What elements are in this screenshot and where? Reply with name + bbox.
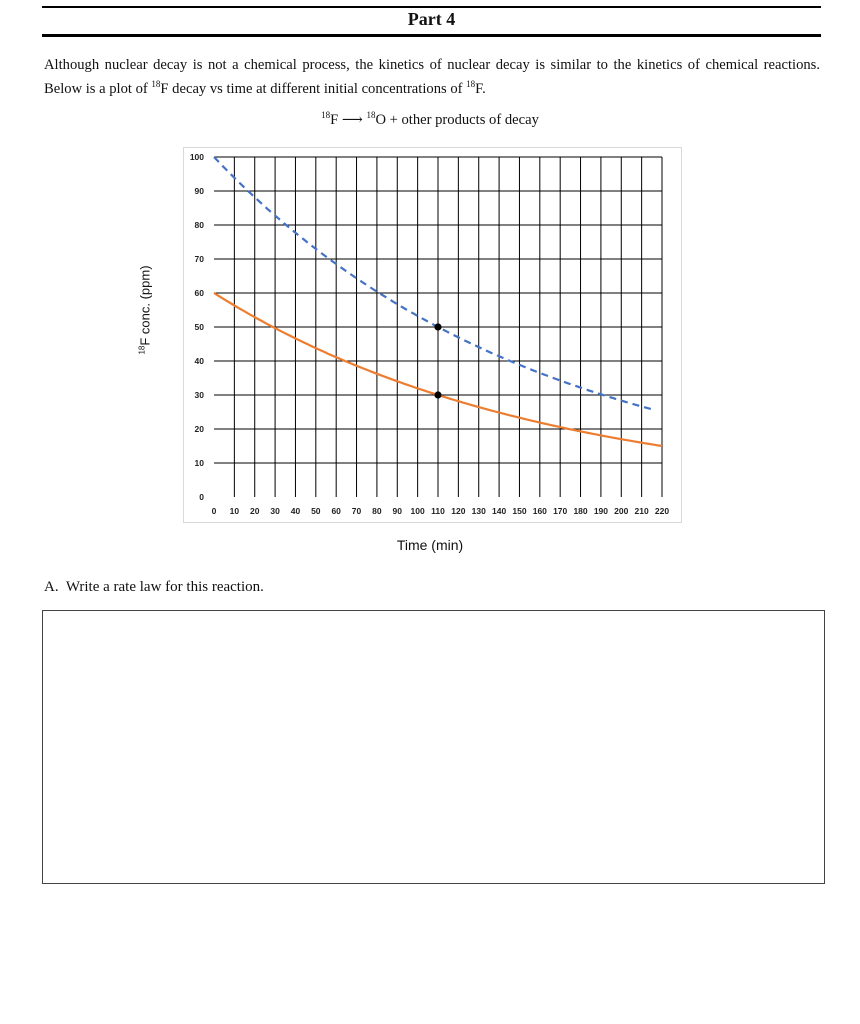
intro-text-continued: F decay vs time at different initial concentrations of (160, 80, 467, 97)
y-tick-label: 10 (194, 458, 204, 468)
x-tick-label: 100 (410, 506, 425, 516)
intro-isotope-mass: 18 (151, 79, 161, 89)
x-tick-label: 150 (512, 506, 527, 516)
x-tick-label: 70 (351, 506, 362, 516)
x-tick-label: 170 (553, 506, 568, 516)
y-tick-label: 100 (189, 152, 204, 162)
x-tick-label: 200 (614, 506, 629, 516)
x-tick-label: 0 (211, 506, 217, 516)
x-tick-label: 130 (471, 506, 486, 516)
x-tick-label: 10 (229, 506, 240, 516)
x-tick-label: 190 (593, 506, 609, 516)
top-rule (42, 6, 821, 8)
y-tick-label: 20 (194, 424, 204, 434)
y-tick-label: 50 (194, 322, 204, 332)
x-tick-label: 140 (491, 506, 507, 516)
x-tick-label: 120 (451, 506, 466, 516)
intro-isotope-mass-2: 18 (466, 79, 476, 89)
reactant: F (330, 111, 339, 128)
chart-frame (183, 147, 682, 523)
product-mass: 18 (366, 110, 376, 120)
page-title: Part 4 (407, 9, 456, 29)
x-tick-label: 40 (290, 506, 301, 516)
y-tick-label: 70 (194, 254, 204, 264)
x-tick-label: 220 (654, 506, 670, 516)
y-tick-label: 40 (194, 356, 204, 366)
x-tick-label: 180 (573, 506, 588, 516)
x-tick-label: 210 (634, 506, 649, 516)
y-tick-label: 60 (194, 288, 204, 298)
y-tick-label: 30 (194, 390, 204, 400)
x-tick-label: 20 (249, 506, 260, 516)
x-tick-label: 90 (392, 506, 403, 516)
reactant-mass: 18 (321, 110, 331, 120)
bottom-rule (42, 34, 821, 37)
y-axis-label (137, 265, 152, 354)
y-tick-label: 80 (194, 220, 204, 230)
decay-equation (0, 110, 860, 129)
x-tick-label: 50 (311, 506, 321, 516)
x-tick-label: 160 (532, 506, 547, 516)
intro-text-end: F. (475, 80, 486, 97)
intro-text: Although nuclear decay is not a chemical process, the kinetics of nuclear decay is similar to the kinetics of chemical reactions. Below is a plot of (44, 57, 820, 97)
x-axis-label: Time (min) (396, 537, 464, 553)
reaction-arrow: ⟶ (338, 111, 367, 128)
y-axis-label-mass: 18 (137, 345, 147, 355)
question-letter: A. (44, 579, 59, 595)
x-tick-label: 60 (331, 506, 341, 516)
product: O + other products of decay (375, 111, 539, 128)
x-tick-label: 80 (372, 506, 382, 516)
intro-paragraph (44, 56, 820, 99)
question-a (44, 579, 264, 596)
question-text: Write a rate law for this reaction. (65, 579, 264, 595)
y-tick-label: 0 (199, 492, 204, 502)
y-tick-label: 90 (194, 186, 204, 196)
y-axis-label-text: F conc. (ppm) (137, 265, 153, 346)
answer-box[interactable] (42, 610, 825, 884)
x-tick-label: 30 (270, 506, 280, 516)
x-tick-label: 110 (431, 506, 445, 516)
